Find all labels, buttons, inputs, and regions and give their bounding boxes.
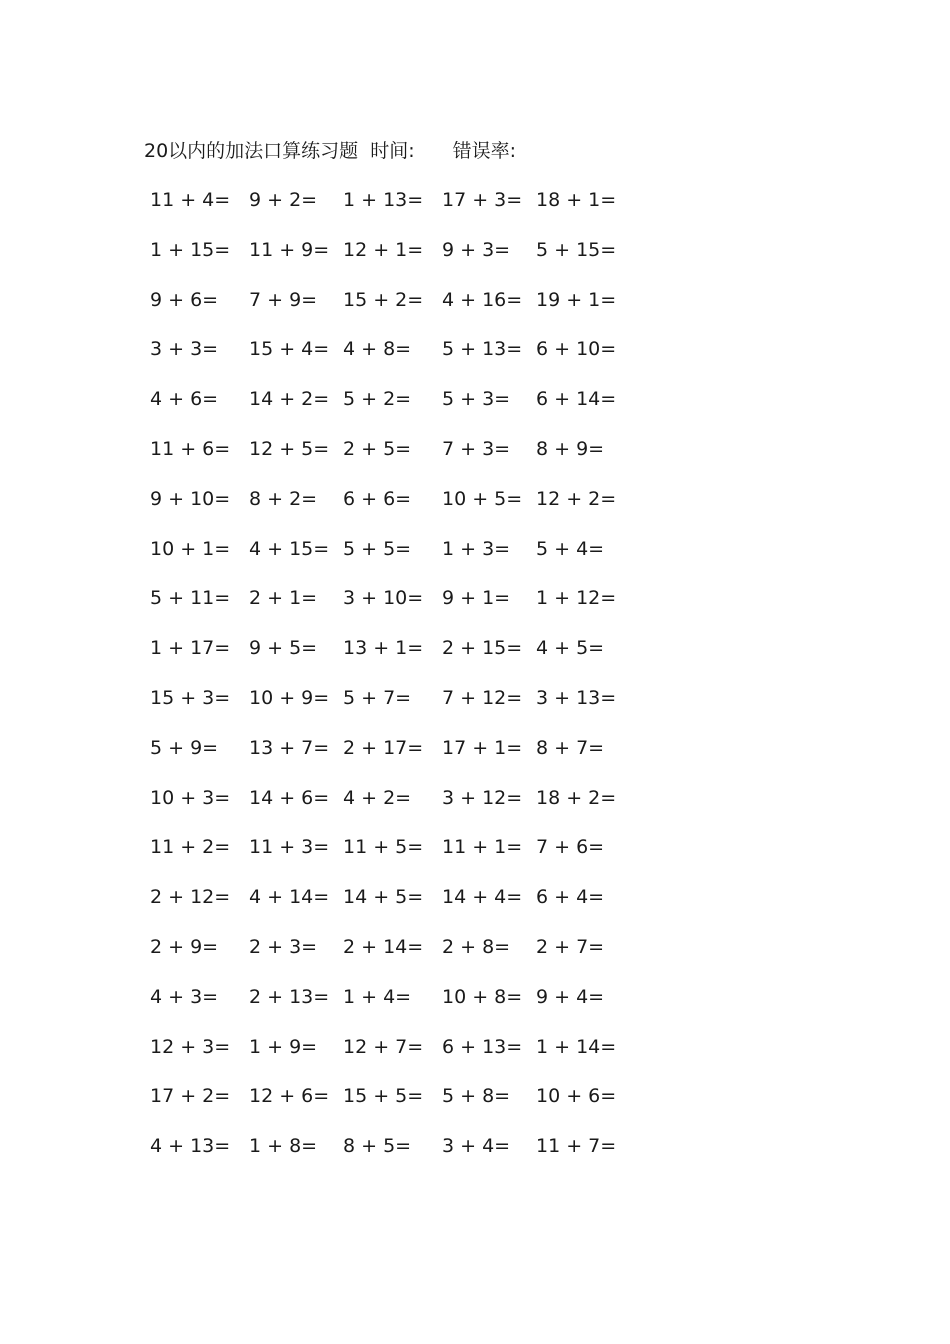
- problem-cell: 4 + 13=: [150, 1135, 231, 1158]
- problem-cell: 14 + 2=: [249, 388, 330, 411]
- problem-cell: 12 + 1=: [343, 238, 424, 261]
- problem-cell: 6 + 14=: [536, 388, 617, 411]
- problem-cell: 5 + 7=: [343, 686, 412, 709]
- problem-cell: 11 + 5=: [343, 836, 424, 859]
- problem-cell: 3 + 4=: [442, 1135, 511, 1158]
- problem-cell: 12 + 7=: [343, 1035, 424, 1058]
- problem-cell: 4 + 8=: [343, 338, 412, 361]
- problem-cell: 18 + 1=: [536, 189, 617, 211]
- problem-cell: 11 + 6=: [150, 437, 231, 460]
- problem-cell: 5 + 4=: [536, 537, 605, 560]
- problem-cell: 5 + 9=: [150, 736, 219, 759]
- problem-cell: 17 + 3=: [442, 189, 523, 211]
- problem-cell: 2 + 8=: [442, 935, 511, 958]
- problem-cell: 1 + 13=: [343, 189, 424, 211]
- problem-cell: 11 + 2=: [150, 836, 231, 859]
- problem-cell: 2 + 1=: [249, 587, 318, 610]
- problem-cell: 9 + 5=: [249, 637, 318, 660]
- problem-cell: 9 + 4=: [536, 985, 605, 1008]
- problem-cell: 8 + 7=: [536, 736, 605, 759]
- problem-cell: 1 + 15=: [150, 238, 231, 261]
- problem-cell: 9 + 6=: [150, 288, 219, 311]
- problem-cell: 8 + 9=: [536, 437, 605, 460]
- worksheet-header: [144, 137, 516, 165]
- problem-cell: 5 + 11=: [150, 587, 231, 610]
- problem-cell: 17 + 2=: [150, 1085, 231, 1108]
- problem-cell: 1 + 9=: [249, 1035, 318, 1058]
- problem-cell: 9 + 10=: [150, 487, 231, 510]
- problem-cell: 4 + 6=: [150, 388, 219, 411]
- problem-cell: 11 + 7=: [536, 1135, 617, 1158]
- problem-cell: 7 + 12=: [442, 686, 523, 709]
- problem-cell: 10 + 8=: [442, 985, 523, 1008]
- problem-cell: 3 + 3=: [150, 338, 219, 361]
- worksheet-title: 20以内的加法口算练习题: [144, 140, 359, 162]
- problem-cell: 8 + 5=: [343, 1135, 412, 1158]
- problem-cell: 2 + 5=: [343, 437, 412, 460]
- problem-cell: 4 + 16=: [442, 288, 523, 311]
- problem-cell: 18 + 2=: [536, 786, 617, 809]
- problem-cell: 2 + 12=: [150, 886, 231, 909]
- problem-cell: 5 + 2=: [343, 388, 412, 411]
- problem-cell: 10 + 9=: [249, 686, 330, 709]
- problem-cell: 10 + 6=: [536, 1085, 617, 1108]
- problem-cell: 9 + 3=: [442, 238, 511, 261]
- problem-cell: 2 + 14=: [343, 935, 424, 958]
- problem-cell: 1 + 14=: [536, 1035, 617, 1058]
- problem-cell: 10 + 1=: [150, 537, 231, 560]
- problem-cell: 11 + 4=: [150, 189, 231, 211]
- problem-cell: 5 + 15=: [536, 238, 617, 261]
- problem-cell: 1 + 8=: [249, 1135, 318, 1158]
- problem-cell: 11 + 3=: [249, 836, 330, 859]
- problem-cell: 6 + 10=: [536, 338, 617, 361]
- problem-cell: 4 + 14=: [249, 886, 330, 909]
- problem-cell: 2 + 13=: [249, 985, 330, 1008]
- problem-cell: 11 + 9=: [249, 238, 330, 261]
- error-rate-label: 错误率:: [452, 140, 516, 162]
- problem-cell: 12 + 2=: [536, 487, 617, 510]
- problem-cell: 6 + 4=: [536, 886, 605, 909]
- problem-cell: 1 + 12=: [536, 587, 617, 610]
- problem-cell: 3 + 13=: [536, 686, 617, 709]
- problem-cell: 2 + 9=: [150, 935, 219, 958]
- time-label: 时间:: [370, 140, 415, 162]
- problem-cell: 14 + 4=: [442, 886, 523, 909]
- problem-cell: 11 + 1=: [442, 836, 523, 859]
- problem-cell: 5 + 13=: [442, 338, 523, 361]
- problem-cell: 2 + 15=: [442, 637, 523, 660]
- problem-cell: 14 + 6=: [249, 786, 330, 809]
- problem-cell: 4 + 2=: [343, 786, 412, 809]
- problem-cell: 10 + 3=: [150, 786, 231, 809]
- problem-cell: 6 + 6=: [343, 487, 412, 510]
- problem-cell: 12 + 6=: [249, 1085, 330, 1108]
- problem-cell: 13 + 7=: [249, 736, 330, 759]
- problem-cell: 8 + 2=: [249, 487, 318, 510]
- problem-cell: 7 + 9=: [249, 288, 318, 311]
- problem-cell: 7 + 6=: [536, 836, 605, 859]
- problem-cell: 19 + 1=: [536, 288, 617, 311]
- problem-cell: 15 + 2=: [343, 288, 424, 311]
- problem-cell: 1 + 17=: [150, 637, 231, 660]
- problem-cell: 4 + 5=: [536, 637, 605, 660]
- problem-cell: 15 + 3=: [150, 686, 231, 709]
- problem-cell: 3 + 12=: [442, 786, 523, 809]
- problem-cell: 2 + 7=: [536, 935, 605, 958]
- problem-cell: 15 + 4=: [249, 338, 330, 361]
- problem-cell: 4 + 15=: [249, 537, 330, 560]
- problem-cell: 9 + 2=: [249, 189, 318, 211]
- problem-cell: 17 + 1=: [442, 736, 523, 759]
- problem-cell: 15 + 5=: [343, 1085, 424, 1108]
- problem-cell: 1 + 4=: [343, 985, 412, 1008]
- problem-cell: 12 + 5=: [249, 437, 330, 460]
- problem-cell: 10 + 5=: [442, 487, 523, 510]
- problem-cell: 13 + 1=: [343, 637, 424, 660]
- problem-cell: 5 + 5=: [343, 537, 412, 560]
- problem-cell: 12 + 3=: [150, 1035, 231, 1058]
- problem-cell: 5 + 8=: [442, 1085, 511, 1108]
- problem-cell: 14 + 5=: [343, 886, 424, 909]
- problem-cell: 4 + 3=: [150, 985, 219, 1008]
- problem-cell: 3 + 10=: [343, 587, 424, 610]
- problem-cell: 2 + 17=: [343, 736, 424, 759]
- problem-cell: 6 + 13=: [442, 1035, 523, 1058]
- problem-cell: 5 + 3=: [442, 388, 511, 411]
- problem-cell: 7 + 3=: [442, 437, 511, 460]
- problem-cell: 1 + 3=: [442, 537, 511, 560]
- problem-cell: 2 + 3=: [249, 935, 318, 958]
- problem-cell: 9 + 1=: [442, 587, 511, 610]
